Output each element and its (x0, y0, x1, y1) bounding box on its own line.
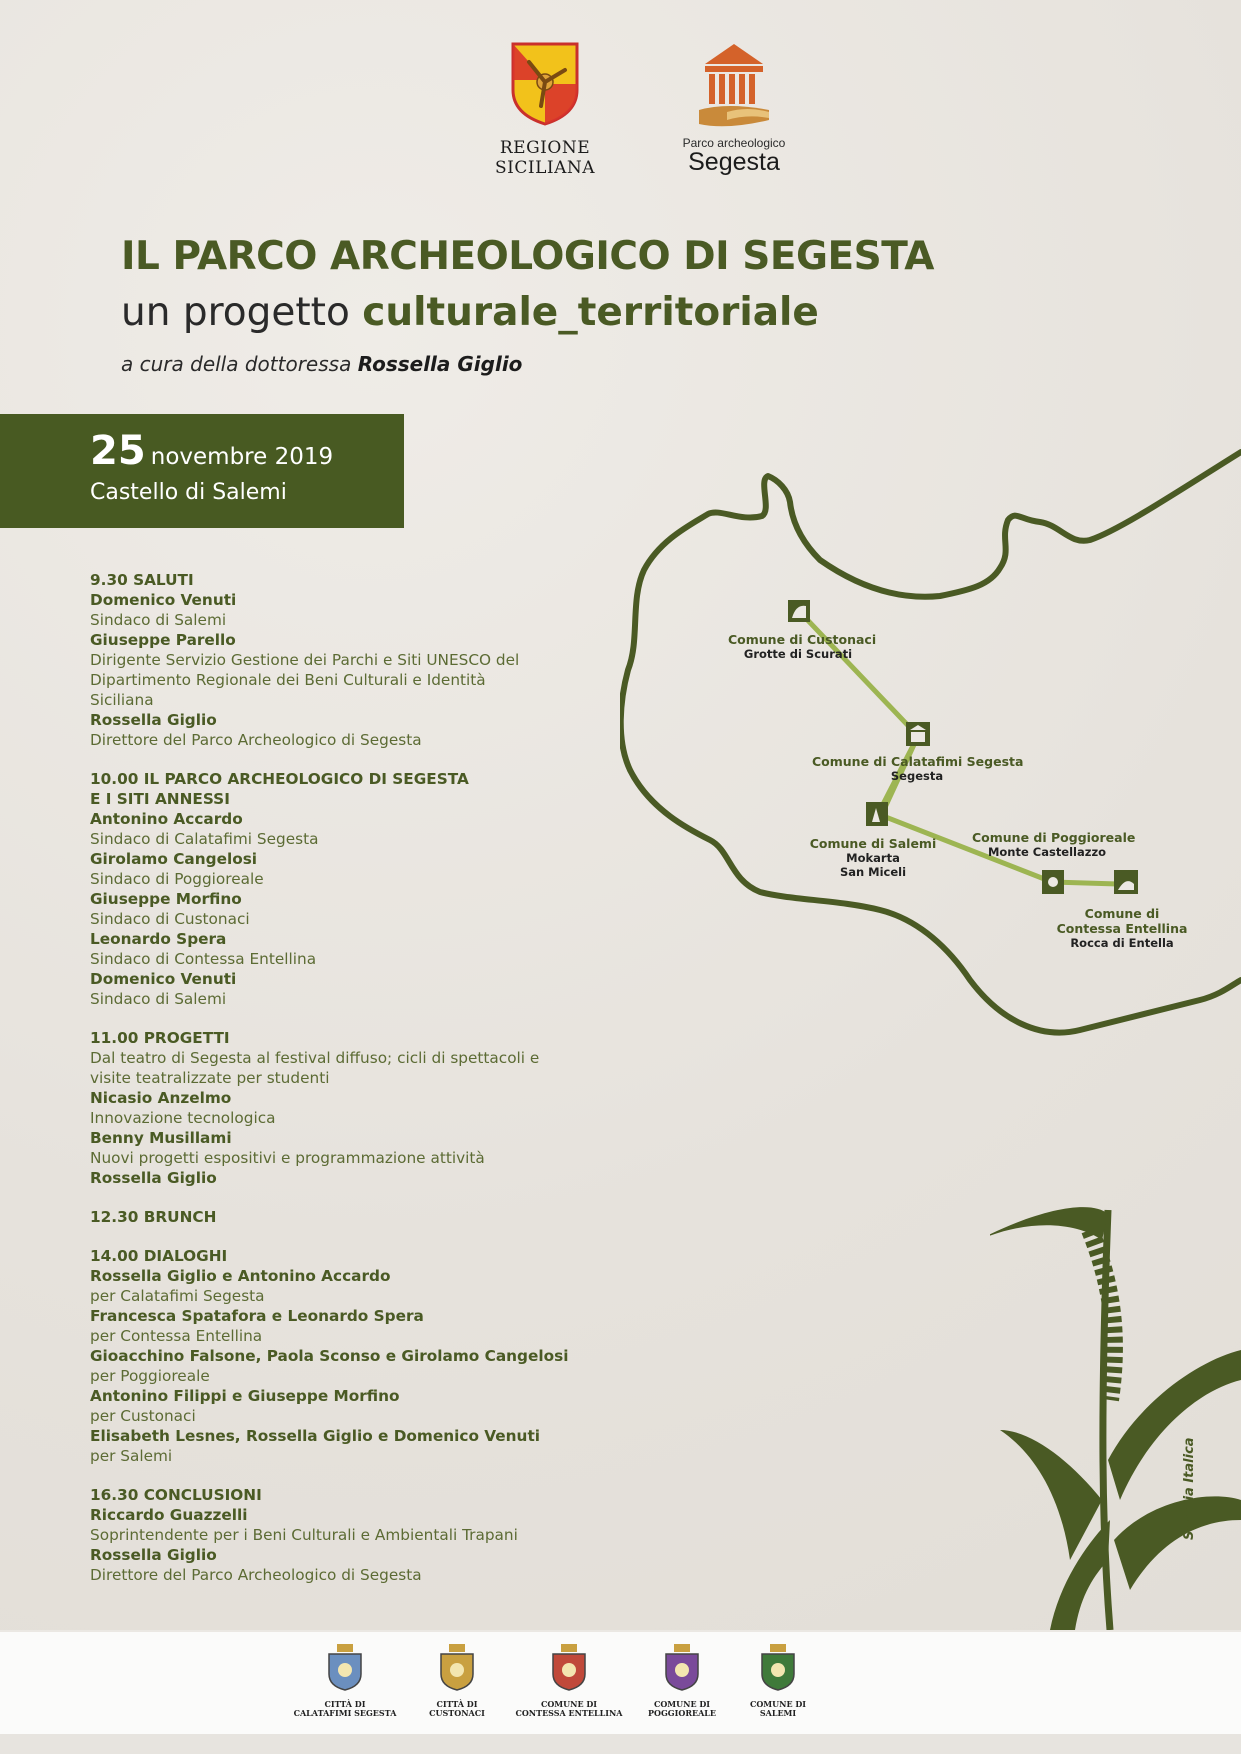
speaker-role: per Contessa Entellina (90, 1327, 263, 1345)
curator-prefix: a cura della dottoressa (121, 352, 352, 376)
program-section (90, 1485, 590, 1585)
speaker-role: Sindaco di Salemi (90, 990, 227, 1008)
curator-line (121, 352, 522, 376)
speaker-name: Rossella Giglio (90, 1546, 217, 1564)
program-section (90, 1028, 590, 1188)
speaker-name: Rossella Giglio e Antonino Accardo (90, 1267, 391, 1285)
bottom-strip (0, 1734, 1241, 1754)
section-heading: 12.30 BRUNCH (90, 1208, 217, 1226)
section-heading: 10.00 IL PARCO ARCHEOLOGICO DI SEGESTA (90, 770, 469, 788)
cave-icon (788, 600, 810, 622)
event-month-year: novembre 2019 (150, 444, 334, 470)
plant-caption: Setaria Italica (1182, 1437, 1197, 1540)
program-list (90, 570, 590, 1604)
parco-segesta-logo (678, 40, 790, 174)
speaker-name: Giuseppe Parello (90, 631, 236, 649)
speaker-role: per Custonaci (90, 1407, 196, 1425)
event-place: Castello di Salemi (90, 480, 287, 505)
crest-2 (504, 1642, 634, 1718)
program-section (90, 1246, 590, 1466)
speaker-role: Direttore del Parco Archeologico di Segesta (90, 1566, 422, 1584)
crest-label: COMUNE DI SALEMI (749, 1699, 807, 1718)
subtitle (121, 290, 819, 335)
speaker-role: Sindaco di Poggioreale (90, 870, 264, 888)
rock-icon (1114, 870, 1138, 894)
section-heading: 11.00 PROGETTI (90, 1029, 230, 1047)
map-label-salemi: Comune di Salemi Mokarta San Miceli (809, 836, 937, 879)
map-label-calatafimi: Comune di Calatafimi Segesta Segesta (812, 754, 1024, 783)
crest-4 (713, 1642, 843, 1718)
curator-name: Rossella Giglio (357, 352, 523, 376)
event-date (90, 428, 333, 474)
crest-label: CITTÀ DI CALATAFIMI SEGESTA (293, 1699, 397, 1718)
crest-label: COMUNE DI CONTESSA ENTELLINA (515, 1699, 623, 1718)
speaker-name: Antonino Accardo (90, 810, 243, 828)
section-heading: 14.00 DIALOGHI (90, 1247, 228, 1265)
main-title: IL PARCO ARCHEOLOGICO DI SEGESTA (121, 234, 934, 279)
map-label-poggioreale: Comune di Poggioreale Monte Castellazzo (972, 830, 1136, 859)
crest-1 (392, 1642, 522, 1718)
section-heading-line2: E I SITI ANNESSI (90, 790, 230, 808)
program-section (90, 1207, 590, 1227)
speaker-role: Dirigente Servizio Gestione dei Parchi e Siti UNESCO del (90, 651, 520, 669)
speaker-name: Gioacchino Falsone, Paola Sconso e Girolamo Cangelosi (90, 1347, 569, 1365)
map-label-contessa: Comune di Contessa Entellina Rocca di Entella (1056, 906, 1188, 950)
program-section (90, 769, 590, 1009)
date-box (0, 414, 404, 528)
parco-logo-big-text: Segesta (688, 148, 780, 176)
regione-siciliana-logo (450, 40, 640, 178)
setaria-plant-illustration (990, 1200, 1241, 1630)
map-label-custonaci: Comune di Custonaci Grotte di Scurati (728, 632, 877, 661)
speaker-role: Sindaco di Calatafimi Segesta (90, 830, 319, 848)
speaker-name: Elisabeth Lesnes, Rossella Giglio e Domenico Venuti (90, 1427, 540, 1445)
speaker-role: Soprintendente per i Beni Culturali e Ambientali Trapani (90, 1526, 518, 1544)
section-heading: 16.30 CONCLUSIONI (90, 1486, 262, 1504)
speaker-name: Riccardo Guazzelli (90, 1506, 248, 1524)
speaker-name: Domenico Venuti (90, 591, 237, 609)
crest-label: CITTÀ DI CUSTONACI (429, 1699, 485, 1718)
speaker-role: per Poggioreale (90, 1367, 210, 1385)
subtitle-bold: culturale_territoriale (362, 290, 819, 335)
speaker-role: Siciliana (90, 691, 154, 709)
speaker-role: visite teatralizzate per studenti (90, 1069, 330, 1087)
regione-siciliana-text: REGIONE SICILIANA (494, 138, 596, 178)
subtitle-plain: un progetto (121, 290, 350, 335)
municipal-crest-icon (758, 1642, 798, 1692)
speaker-name: Domenico Venuti (90, 970, 237, 988)
municipal-crest-icon (662, 1642, 702, 1692)
speaker-name: Rossella Giglio (90, 711, 217, 729)
speaker-name: Nicasio Anzelmo (90, 1089, 232, 1107)
speaker-role: Direttore del Parco Archeologico di Segesta (90, 731, 422, 749)
speaker-role: Dipartimento Regionale dei Beni Culturali e Identità (90, 671, 486, 689)
temple-map-icon (906, 722, 930, 746)
trinacria-shield-icon (509, 40, 581, 126)
program-section (90, 570, 590, 750)
speaker-role: per Calatafimi Segesta (90, 1287, 265, 1305)
event-day: 25 (90, 428, 146, 474)
footer-crests (0, 1632, 1241, 1734)
speaker-name: Giuseppe Morfino (90, 890, 242, 908)
speaker-role: Sindaco di Salemi (90, 611, 227, 629)
municipal-crest-icon (325, 1642, 365, 1692)
speaker-role: per Salemi (90, 1447, 173, 1465)
parco-logo-small-text: Parco archeologico (682, 136, 786, 150)
speaker-name: Rossella Giglio (90, 1169, 217, 1187)
municipal-crest-icon (549, 1642, 589, 1692)
crest-0 (280, 1642, 410, 1718)
header-logos (0, 40, 1241, 190)
speaker-name: Antonino Filippi e Giuseppe Morfino (90, 1387, 400, 1405)
castle-icon (866, 802, 888, 826)
speaker-role: Innovazione tecnologica (90, 1109, 276, 1127)
speaker-role: Dal teatro di Segesta al festival diffuso; cicli di spettacoli e (90, 1049, 540, 1067)
temple-icon (697, 40, 771, 132)
speaker-role: Sindaco di Custonaci (90, 910, 250, 928)
section-heading: 9.30 SALUTI (90, 571, 194, 589)
speaker-name: Leonardo Spera (90, 930, 227, 948)
municipal-crest-icon (437, 1642, 477, 1692)
ruins-icon (1042, 870, 1064, 894)
crest-label: COMUNE DI POGGIOREALE (647, 1699, 717, 1718)
speaker-name: Benny Musillami (90, 1129, 232, 1147)
speaker-role: Sindaco di Contessa Entellina (90, 950, 317, 968)
speaker-role: Nuovi progetti espositivi e programmazione attività (90, 1149, 485, 1167)
speaker-name: Francesca Spatafora e Leonardo Spera (90, 1307, 424, 1325)
speaker-name: Girolamo Cangelosi (90, 850, 258, 868)
territory-map (620, 440, 1241, 1120)
